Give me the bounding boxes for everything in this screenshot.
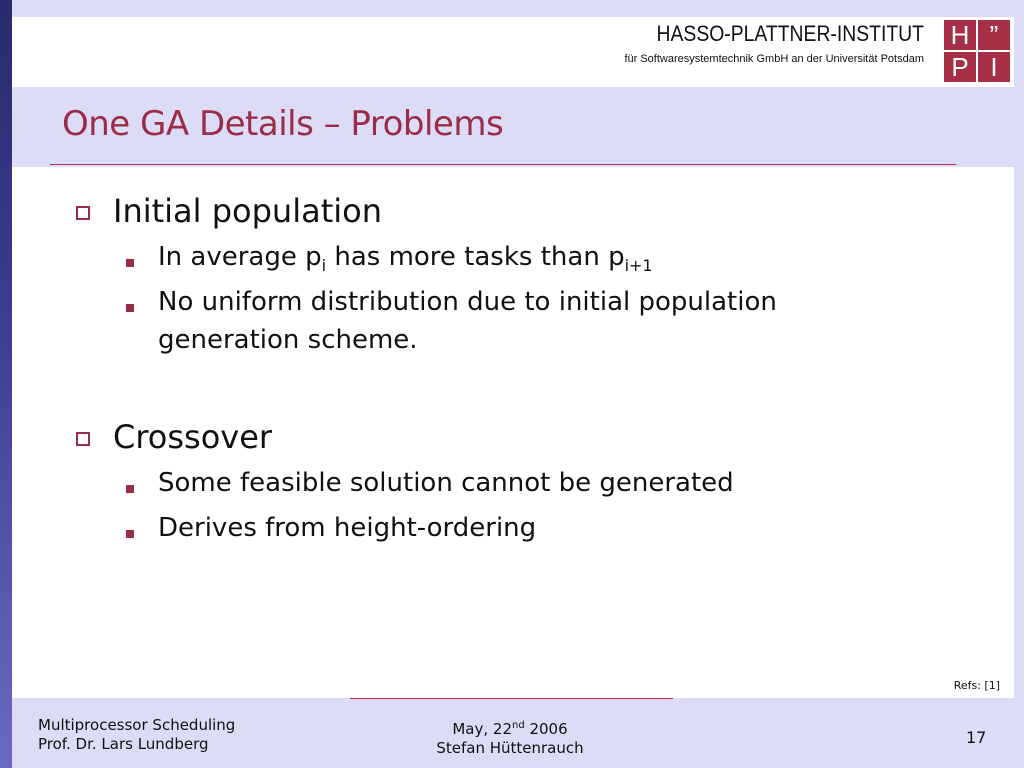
bullet-item-uniform-line1: No uniform distribution due to initial population [158, 287, 777, 317]
square-bullet-icon [126, 485, 134, 493]
page-number: 17 [966, 728, 987, 747]
footer-date [410, 716, 610, 739]
square-bullet-icon [126, 259, 134, 267]
footer-course: Multiprocessor Scheduling [38, 716, 236, 734]
slide-title: One GA Details – Problems [62, 104, 504, 144]
bullet-text-part: has more tasks than p [326, 242, 625, 272]
bullet-text-part: In average p [158, 242, 322, 272]
hollow-square-bullet-icon [76, 206, 90, 220]
bullet-item-uniform-line2: generation scheme. [158, 325, 418, 355]
title-divider [50, 164, 956, 165]
hpi-logo [944, 20, 1010, 82]
logo-cell-p: P [944, 52, 976, 82]
subscript-i-plus-1: i+1 [624, 256, 653, 275]
footer-divider [350, 698, 673, 699]
date-suffix-sup: nd [512, 720, 525, 731]
footer-center [410, 716, 610, 758]
logo-cell-quote: ” [978, 20, 1010, 50]
bullet-item-height-ordering: Derives from height-ordering [158, 513, 537, 543]
institute-subtitle: für Softwaresystemtechnik GmbH an der Universität Potsdam [624, 53, 924, 65]
date-year: 2006 [524, 720, 568, 738]
square-bullet-icon [126, 530, 134, 538]
date-prefix: May, 22 [452, 720, 512, 738]
footer-left [38, 716, 235, 754]
header-bar [12, 17, 1014, 87]
bullet-item-feasible: Some feasible solution cannot be generated [158, 468, 734, 498]
logo-cell-i: I [978, 52, 1010, 82]
subscript-i: i [321, 256, 327, 275]
left-accent-strip [0, 0, 12, 768]
logo-cell-h: H [944, 20, 976, 50]
footer-author: Stefan Hüttenrauch [436, 739, 584, 757]
footer-professor: Prof. Dr. Lars Lundberg [38, 735, 209, 753]
square-bullet-icon [126, 304, 134, 312]
bullet-item-average [158, 242, 653, 275]
institute-name: HASSO-PLATTNER-INSTITUT [656, 21, 924, 46]
section-heading-crossover: Crossover [113, 418, 273, 456]
hollow-square-bullet-icon [76, 432, 90, 446]
refs-note: Refs: [1] [953, 679, 1000, 692]
section-heading-initial-population: Initial population [113, 192, 382, 230]
